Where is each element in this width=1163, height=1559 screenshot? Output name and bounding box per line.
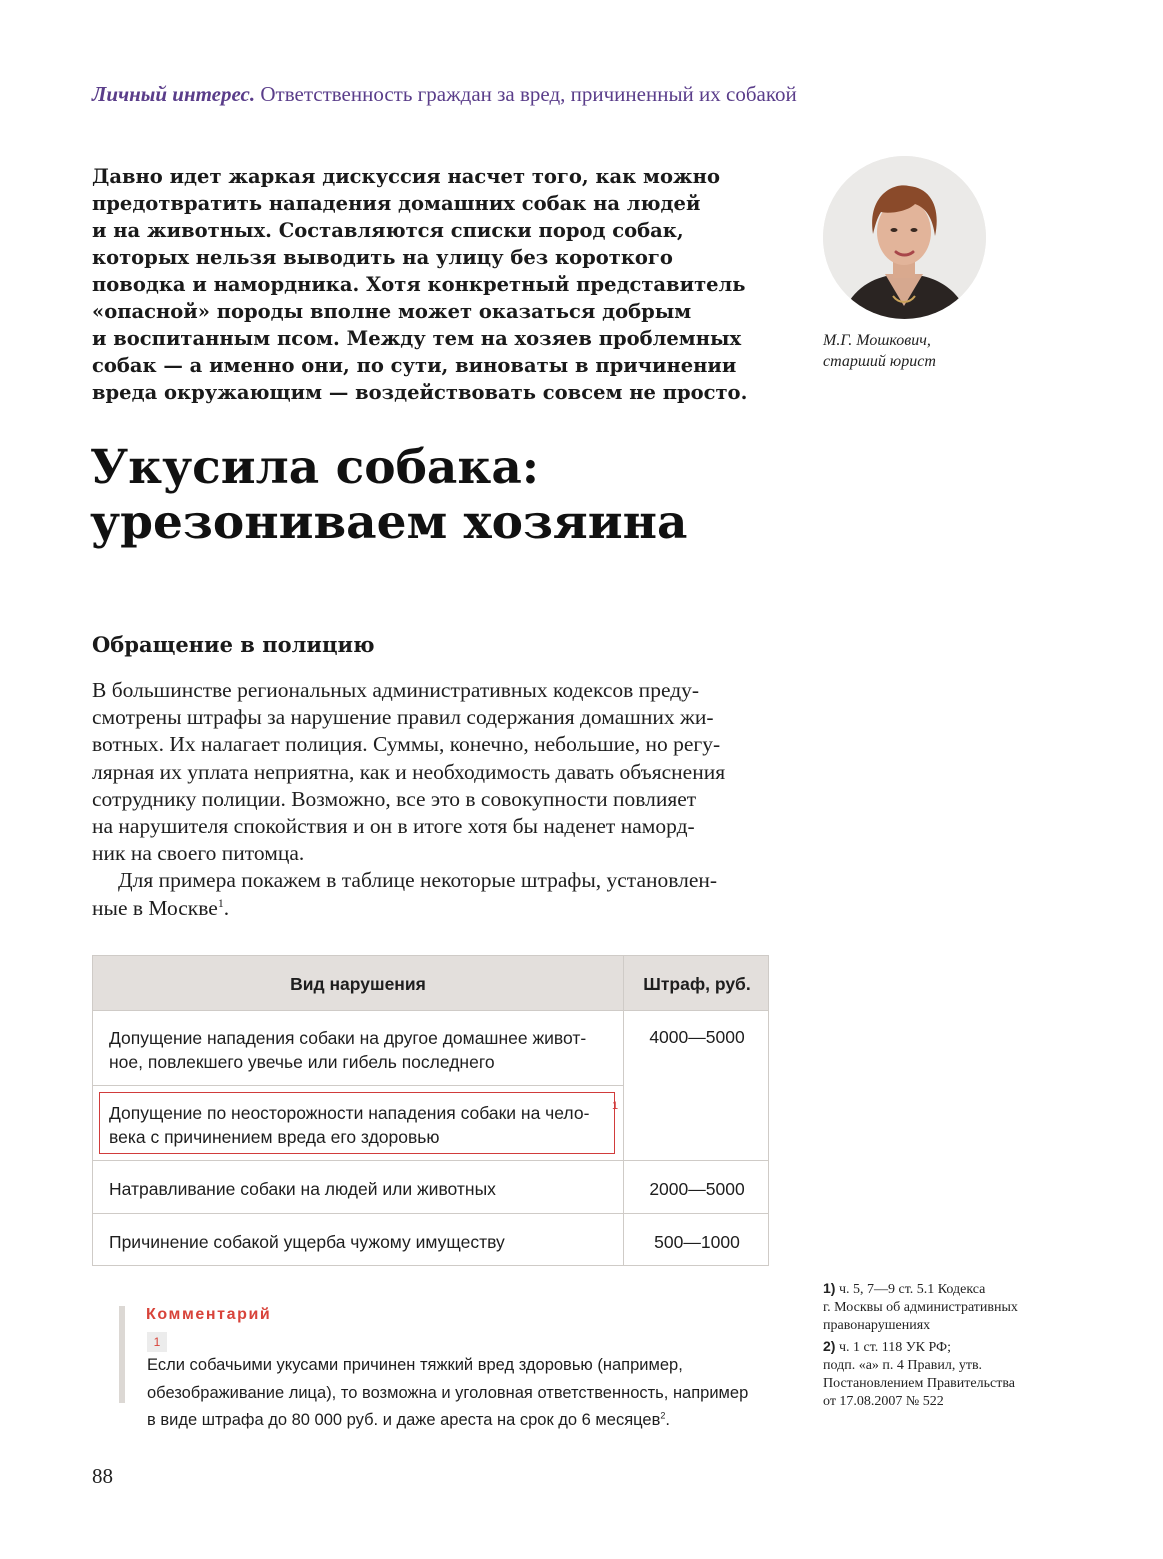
body-period: .	[223, 895, 230, 920]
comment-number-badge: 1	[147, 1332, 167, 1352]
rubric-label: Личный интерес.	[92, 82, 256, 106]
fines-table	[92, 955, 769, 1266]
footnote-line: г. Москвы об административных	[823, 1300, 1018, 1315]
table-row	[109, 1026, 586, 1074]
author-portrait	[823, 156, 986, 319]
fine-amount-merged: 4000—5000	[649, 1027, 745, 1047]
lead-line: и воспитанным псом. Между тем на хозяев проблемных	[92, 327, 742, 350]
fine-amount: 2000—5000	[649, 1179, 745, 1199]
comment-line	[147, 1332, 748, 1380]
comment-period: .	[665, 1411, 670, 1429]
body-line-with-footnote	[92, 895, 782, 922]
highlight-mark: 1	[612, 1100, 619, 1112]
footnote-ref[interactable]: 1	[217, 895, 224, 910]
footnotes	[823, 1279, 1018, 1413]
portrait-image	[823, 156, 986, 319]
comment-text	[147, 1332, 748, 1435]
body-line: на нарушителя спокойствия и он в итоге хотя бы наденет наморд-	[92, 814, 695, 839]
body-line: лярная их уплата неприятна, как и необходимость давать объяснения	[92, 759, 726, 784]
row-divider	[93, 1213, 768, 1214]
footnote-item	[823, 1337, 1018, 1411]
footnote-line: Постановлением Правительства	[823, 1376, 1015, 1391]
footnote-text: ч. 1 ст. 118 УК РФ;	[838, 1340, 952, 1355]
lead-line: вреда окружающим — воздействовать совсем не просто.	[92, 381, 748, 404]
lead-line: поводка и намордника. Хотя конкретный представитель	[92, 273, 746, 296]
violation-text: века с причинением вреда его здоровью	[109, 1127, 440, 1147]
comment-bar	[119, 1306, 125, 1403]
comment-label: Комментарий	[146, 1306, 272, 1323]
body-line: вотных. Их налагает полиция. Суммы, конечно, небольшие, но регу-	[92, 732, 721, 757]
table-row	[109, 1101, 589, 1149]
lead-line: которых нельзя выводить на улицу без короткого	[92, 246, 673, 269]
column-header-fine: Штраф, руб.	[643, 974, 751, 994]
author-caption	[823, 330, 936, 372]
comment-text-fragment: Если собачьими укусами причинен тяжкий вред здоровью (например,	[147, 1356, 683, 1374]
column-divider	[623, 956, 624, 1265]
body-line: сотруднику полиции. Возможно, все это в совокупности повлияет	[92, 786, 697, 811]
footnote-mark: 1)	[823, 1280, 836, 1296]
comment-line	[147, 1407, 748, 1435]
body-line: В большинстве региональных административных кодексов преду-	[92, 678, 700, 702]
footnote-ref[interactable]: 2	[660, 1410, 666, 1421]
fine-amount: 500—1000	[654, 1232, 740, 1252]
running-header	[92, 82, 797, 107]
author-name: М.Г. Мошкович,	[823, 332, 931, 349]
comment-line: обезображивание лица), то возможна и уголовная ответственность, например	[147, 1383, 749, 1402]
body-line: ник на своего питомца.	[92, 841, 305, 866]
footnote-line: от 17.08.2007 № 522	[823, 1394, 944, 1409]
violation-text: Допущение нападения собаки на другое домашнее живот-	[109, 1028, 587, 1048]
violation-text: Допущение по неосторожности нападения собаки на чело-	[109, 1103, 590, 1123]
comment-text-fragment: в виде штрафа до 80 000 руб. и даже ареста на срок до 6 месяцев	[147, 1411, 661, 1429]
violation-text: Натравливание собаки на людей или животных	[109, 1179, 496, 1199]
column-header-violation: Вид нарушения	[290, 974, 426, 994]
section-heading: Обращение в полицию	[92, 632, 375, 657]
page-number: 88	[92, 1464, 113, 1488]
body-text	[92, 677, 782, 922]
footnote-line	[823, 1279, 1018, 1299]
lead-line: Давно идет жаркая дискуссия насчет того, как можно	[92, 165, 720, 188]
title-line-2: урезониваем хозяина	[90, 495, 688, 550]
lead-line: и на животных. Составляются списки пород собак,	[92, 219, 684, 242]
author-role: старший юрист	[823, 353, 936, 370]
body-text-fragment: ные в Москве	[92, 895, 218, 920]
lead-line: «опасной» породы вполне может оказаться добрым	[92, 300, 692, 323]
footnote-item	[823, 1279, 1018, 1335]
body-line: Для примера покажем в таблице некоторые штрафы, установлен-	[118, 868, 718, 893]
violation-text: Причинение собакой ущерба чужому имуществу	[109, 1232, 505, 1252]
footnote-line: подп. «а» п. 4 Правил, утв.	[823, 1358, 983, 1373]
footnote-text: ч. 5, 7—9 ст. 5.1 Кодекса	[838, 1282, 986, 1297]
article-title	[90, 440, 687, 550]
row-divider	[93, 1160, 768, 1161]
lead-line: собак — а именно они, по сути, виноваты в причинении	[92, 354, 737, 377]
table-row	[109, 1177, 496, 1201]
row-divider	[93, 1085, 624, 1086]
footnote-line	[823, 1337, 1018, 1357]
title-line-1: Укусила собака:	[90, 440, 540, 495]
rubric-topic: Ответственность граждан за вред, причиненный их собакой	[260, 82, 797, 106]
lead-line: предотвратить нападения домашних собак на людей	[92, 192, 701, 215]
violation-text: ное, повлекшего увечье или гибель последнего	[109, 1052, 495, 1072]
table-row	[109, 1230, 505, 1254]
footnote-mark: 2)	[823, 1338, 836, 1354]
footnote-line: правонарушениях	[823, 1318, 931, 1333]
body-line: смотрены штрафы за нарушение правил содержания домашних жи-	[92, 705, 714, 730]
lead-paragraph	[92, 163, 792, 406]
